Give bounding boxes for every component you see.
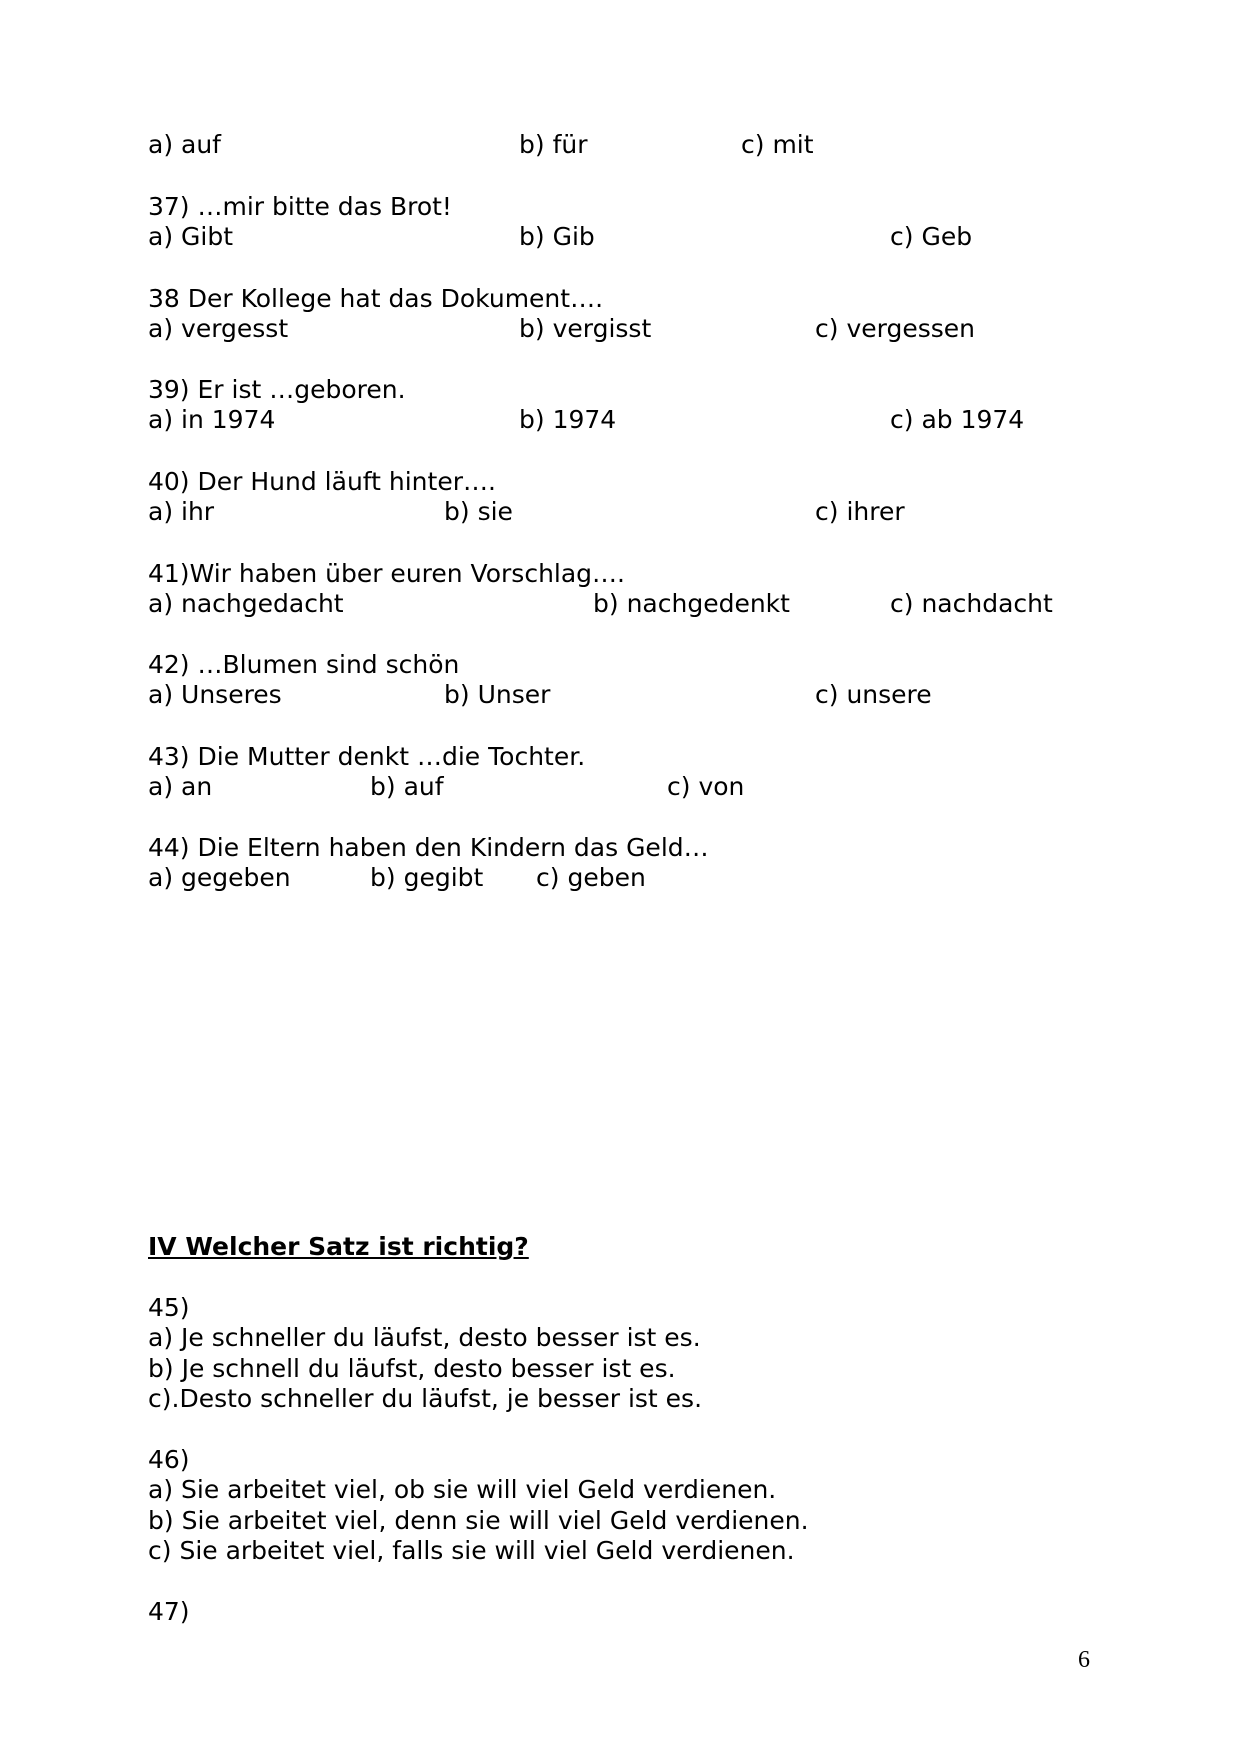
q37-option-b: b) Gib xyxy=(519,222,595,251)
q45-option-c: c).Desto schneller du läufst, je besser ist es. xyxy=(148,1384,703,1413)
q43-option-c: c) von xyxy=(667,772,745,801)
q42-prompt: 42) …Blumen sind schön xyxy=(148,650,460,679)
q42-option-c: c) unsere xyxy=(815,680,932,709)
q41-prompt: 41)Wir haben über euren Vorschlag…. xyxy=(148,559,625,588)
q40-option-a: a) ihr xyxy=(148,497,215,526)
q43-option-a: a) an xyxy=(148,772,213,801)
q38-option-a: a) vergesst xyxy=(148,314,289,343)
q46-number: 46) xyxy=(148,1445,190,1474)
q38-option-c: c) vergessen xyxy=(815,314,975,343)
q38-prompt: 38 Der Kollege hat das Dokument…. xyxy=(148,284,604,313)
q36-option-c: c) mit xyxy=(741,130,814,159)
q41-option-c: c) nachdacht xyxy=(890,589,1053,618)
q39-prompt: 39) Er ist …geboren. xyxy=(148,375,406,404)
q47-number: 47) xyxy=(148,1597,190,1626)
q45-option-b: b) Je schnell du läufst, desto besser ist es. xyxy=(148,1354,676,1383)
q44-option-c: c) geben xyxy=(536,863,646,892)
q40-option-c: c) ihrer xyxy=(815,497,905,526)
q39-option-b: b) 1974 xyxy=(519,405,617,434)
q46-option-c: c) Sie arbeitet viel, falls sie will viel Geld verdienen. xyxy=(148,1536,795,1565)
q43-prompt: 43) Die Mutter denkt …die Tochter. xyxy=(148,742,586,771)
q40-option-b: b) sie xyxy=(444,497,513,526)
q44-option-a: a) gegeben xyxy=(148,863,291,892)
q39-option-a: a) in 1974 xyxy=(148,405,276,434)
q45-number: 45) xyxy=(148,1293,190,1322)
q37-option-a: a) Gibt xyxy=(148,222,234,251)
q38-option-b: b) vergisst xyxy=(519,314,652,343)
q46-option-a: a) Sie arbeitet viel, ob sie will viel Geld verdienen. xyxy=(148,1475,777,1504)
q37-option-c: c) Geb xyxy=(890,222,973,251)
q39-option-c: c) ab 1974 xyxy=(890,405,1025,434)
q41-option-b: b) nachgedenkt xyxy=(593,589,790,618)
q40-prompt: 40) Der Hund läuft hinter…. xyxy=(148,467,496,496)
q37-prompt: 37) …mir bitte das Brot! xyxy=(148,192,452,221)
q36-option-a: a) auf xyxy=(148,130,221,159)
q42-option-b: b) Unser xyxy=(444,680,551,709)
q41-option-a: a) nachgedacht xyxy=(148,589,344,618)
q43-option-b: b) auf xyxy=(370,772,444,801)
q36-option-b: b) für xyxy=(519,130,588,159)
q42-option-a: a) Unseres xyxy=(148,680,282,709)
q46-option-b: b) Sie arbeitet viel, denn sie will viel Geld verdienen. xyxy=(148,1506,809,1535)
page-number: 6 xyxy=(1078,1647,1090,1673)
section-heading: IV Welcher Satz ist richtig? xyxy=(148,1232,529,1261)
q45-option-a: a) Je schneller du läufst, desto besser ist es. xyxy=(148,1323,701,1352)
q44-prompt: 44) Die Eltern haben den Kindern das Geld… xyxy=(148,833,709,862)
q44-option-b: b) gegibt xyxy=(370,863,484,892)
